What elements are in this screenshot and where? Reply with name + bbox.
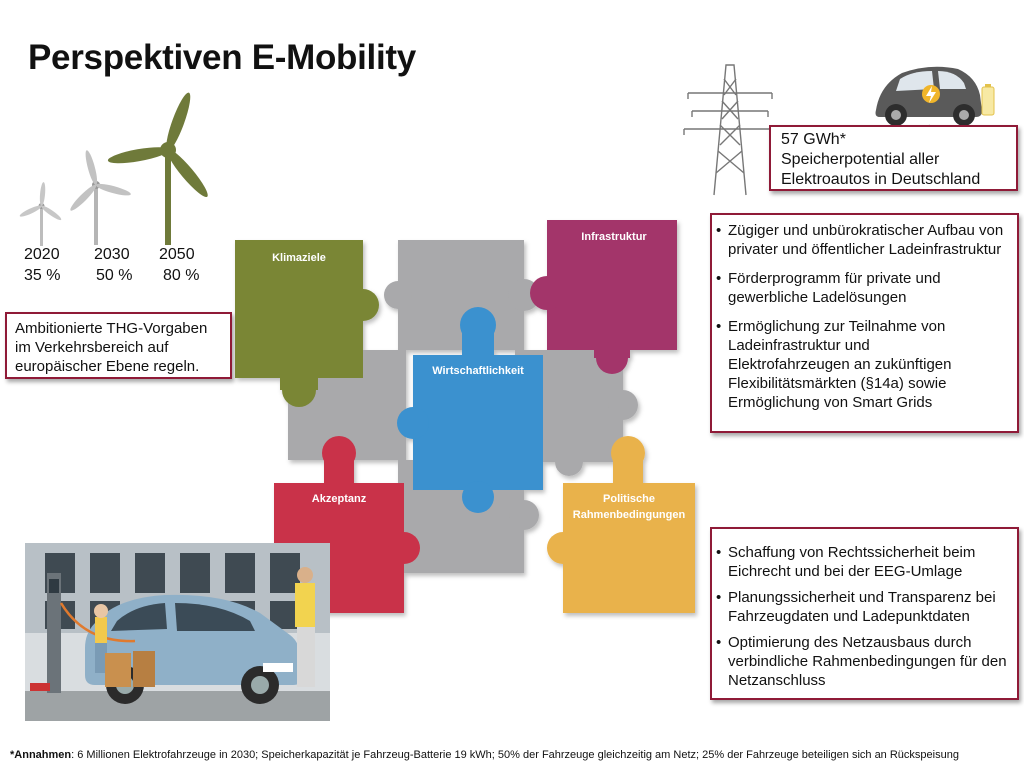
thg-line-1: Ambitionierte THG-Vorgaben xyxy=(15,320,208,337)
piece-label-wirtschaftlichkeit: Wirtschaftlichkeit xyxy=(432,365,524,377)
piece-label-akzeptanz: Akzeptanz xyxy=(311,493,367,505)
piece-label-klimaziele: Klimaziele xyxy=(272,252,326,264)
turbine-share-2030: 50 % xyxy=(96,267,133,284)
list-item: • Optimierung des Netzausbaus durch verbindliche Rahmenbedingungen für den Netzanschluss xyxy=(714,633,1015,690)
turbine-year-2020: 2020 xyxy=(24,246,60,263)
turbine-small-icon xyxy=(19,182,63,246)
turbine-large-icon xyxy=(107,91,212,245)
storage-line-3: Elektroautos in Deutschland xyxy=(781,171,981,188)
list-item: • Schaffung von Rechtssicherheit beim Eichrecht und bei der EEG-Umlage xyxy=(714,543,1015,581)
list-item: • Förderprogramm für private und gewerbliche Ladelösungen xyxy=(714,269,1015,307)
piece-label-politische: Politische xyxy=(603,493,655,505)
infrastructure-measures-box xyxy=(710,213,1019,433)
footnote-label: *Annahmen xyxy=(10,749,72,761)
electric-car-icon xyxy=(876,67,995,126)
storage-line-2: Speicherpotential aller xyxy=(781,151,940,168)
charging-scene-photo xyxy=(25,543,330,721)
turbine-medium-icon xyxy=(68,149,132,245)
wind-turbines-image xyxy=(10,80,230,250)
footnote-assumptions xyxy=(10,749,1020,761)
piece-label-infrastruktur: Infrastruktur xyxy=(581,231,647,243)
turbine-year-2050: 2050 xyxy=(159,246,195,263)
list-item: • Planungssicherheit und Transparenz bei Fahrzeugdaten und Ladepunktdaten xyxy=(714,588,1015,626)
turbine-share-2050: 80 % xyxy=(163,267,200,284)
framework-measures-box xyxy=(710,527,1019,700)
list-item: • Ermöglichung zur Teilnahme von Ladeinfrastruktur und Elektrofahrzeugen an zukünftigen Flexibilitätsmärkten (§14a) sowie Ermöglichung von Smart Grids xyxy=(714,317,1015,412)
list-item: • Zügiger und unbürokratischer Aufbau von privater und öffentlicher Ladeinfrastruktur xyxy=(714,221,1015,259)
page-title: Perspektiven E-Mobility xyxy=(28,38,416,77)
turbine-year-2030: 2030 xyxy=(94,246,130,263)
turbine-share-2020: 35 % xyxy=(24,267,61,284)
thg-info-box xyxy=(5,312,232,379)
thg-line-3: europäischer Ebene regeln. xyxy=(15,358,200,375)
storage-line-1: 57 GWh* xyxy=(781,131,846,148)
footnote-text: : 6 Millionen Elektrofahrzeuge in 2030; Speicherkapazität je Fahrzeug-Batterie 19 kWh; 50% der Fahrzeuge gleichzeitig am Netz; 25% der Fahrzeuge beteiligen sich an Rückspeisung xyxy=(71,749,959,761)
storage-potential-box xyxy=(769,125,1018,191)
thg-line-2: im Verkehrsbereich auf xyxy=(15,339,169,356)
piece-label-rahmenbedingungen: Rahmenbedingungen xyxy=(572,509,686,521)
